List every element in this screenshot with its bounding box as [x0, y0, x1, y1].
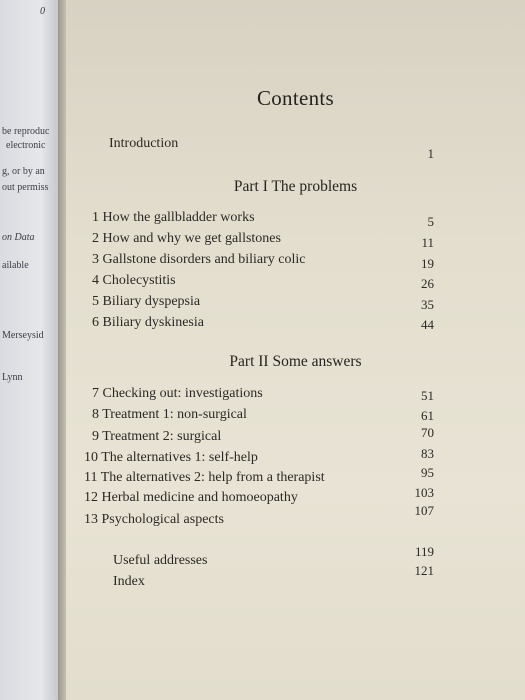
chapter-title: Cholecystitis [102, 273, 176, 288]
chapter-number: 1 [92, 210, 99, 225]
toc-entry [92, 294, 200, 310]
facing-page-fragment: ailable [2, 260, 29, 271]
toc-entry [92, 386, 263, 402]
part-heading-2: Part II Some answers [229, 353, 362, 370]
chapter-number: 11 [84, 470, 98, 485]
chapter-number: 9 [92, 429, 99, 444]
toc-page-number: 95 [421, 465, 434, 480]
toc-entry [84, 470, 325, 486]
chapter-title: Herbal medicine and homoeopathy [101, 490, 298, 505]
toc-page-number: 11 [421, 235, 434, 250]
chapter-number: 3 [92, 252, 99, 267]
chapter-number: 7 [92, 386, 99, 401]
chapter-title: The alternatives 2: help from a therapist [100, 470, 325, 485]
facing-page-fragment: g, or by an [2, 166, 45, 177]
toc-entry [84, 512, 224, 528]
chapter-title: Biliary dyskinesia [102, 315, 204, 330]
toc-page-number: 121 [414, 563, 434, 578]
chapter-title: How the gallbladder works [102, 210, 255, 225]
toc-page-number: 70 [421, 425, 434, 440]
chapter-number: 4 [92, 273, 99, 288]
toc-entry [92, 429, 221, 445]
toc-page-number: 61 [421, 408, 434, 423]
chapter-title: How and why we get gallstones [102, 231, 281, 246]
chapter-title: Biliary dyspepsia [102, 294, 201, 309]
toc-entry [92, 315, 204, 331]
toc-entry-useful-addresses: Useful addresses [113, 553, 208, 568]
facing-page-fragment: out permiss [2, 182, 49, 193]
chapter-number: 13 [84, 512, 98, 527]
facing-page-fragment: Lynn [2, 372, 23, 383]
toc-entry [92, 407, 247, 423]
toc-page-number: 103 [414, 485, 434, 500]
toc-entry [92, 231, 281, 247]
toc-page-number: 1 [427, 146, 434, 161]
toc-entry [92, 210, 255, 226]
contents-page [66, 0, 525, 700]
facing-page-fragment: electronic [6, 140, 46, 151]
toc-entry-index: Index [113, 574, 145, 589]
chapter-number: 8 [92, 407, 99, 422]
toc-page-number: 19 [421, 256, 434, 271]
toc-page-number: 119 [414, 544, 434, 559]
chapter-title: The alternatives 1: self-help [101, 450, 258, 465]
chapter-title: Treatment 2: surgical [102, 429, 222, 444]
facing-page-edge [0, 0, 58, 700]
toc-page-number: 5 [427, 214, 434, 229]
chapter-title: Psychological aspects [101, 512, 224, 527]
part-heading-1: Part I The problems [233, 178, 358, 195]
facing-page-fragment: be reproduc [2, 126, 50, 137]
facing-page-fragment: Merseysid [2, 330, 44, 341]
toc-page-number: 107 [414, 503, 434, 518]
toc-entry-introduction: Introduction [109, 136, 179, 151]
toc-entry [92, 273, 176, 289]
chapter-number: 5 [92, 294, 99, 309]
toc-page-number: 35 [421, 297, 434, 312]
chapter-number: 10 [84, 450, 98, 465]
facing-page-fragment: on Data [2, 232, 35, 243]
toc-entry [84, 450, 258, 466]
toc-page-number: 44 [421, 317, 434, 332]
toc-page-number: 51 [421, 388, 434, 403]
facing-page-fragment: 0 [40, 6, 45, 17]
chapter-title: Treatment 1: non-surgical [102, 407, 247, 422]
toc-page-number: 83 [421, 446, 434, 461]
chapter-number: 12 [84, 490, 98, 505]
chapter-number: 6 [92, 315, 99, 330]
chapter-number: 2 [92, 231, 99, 246]
page-title: Contents [256, 86, 335, 110]
toc-entry [92, 252, 305, 268]
chapter-title: Checking out: investigations [102, 386, 263, 401]
chapter-title: Gallstone disorders and biliary colic [102, 252, 306, 267]
toc-page-number: 26 [421, 276, 434, 291]
toc-entry [84, 490, 298, 506]
